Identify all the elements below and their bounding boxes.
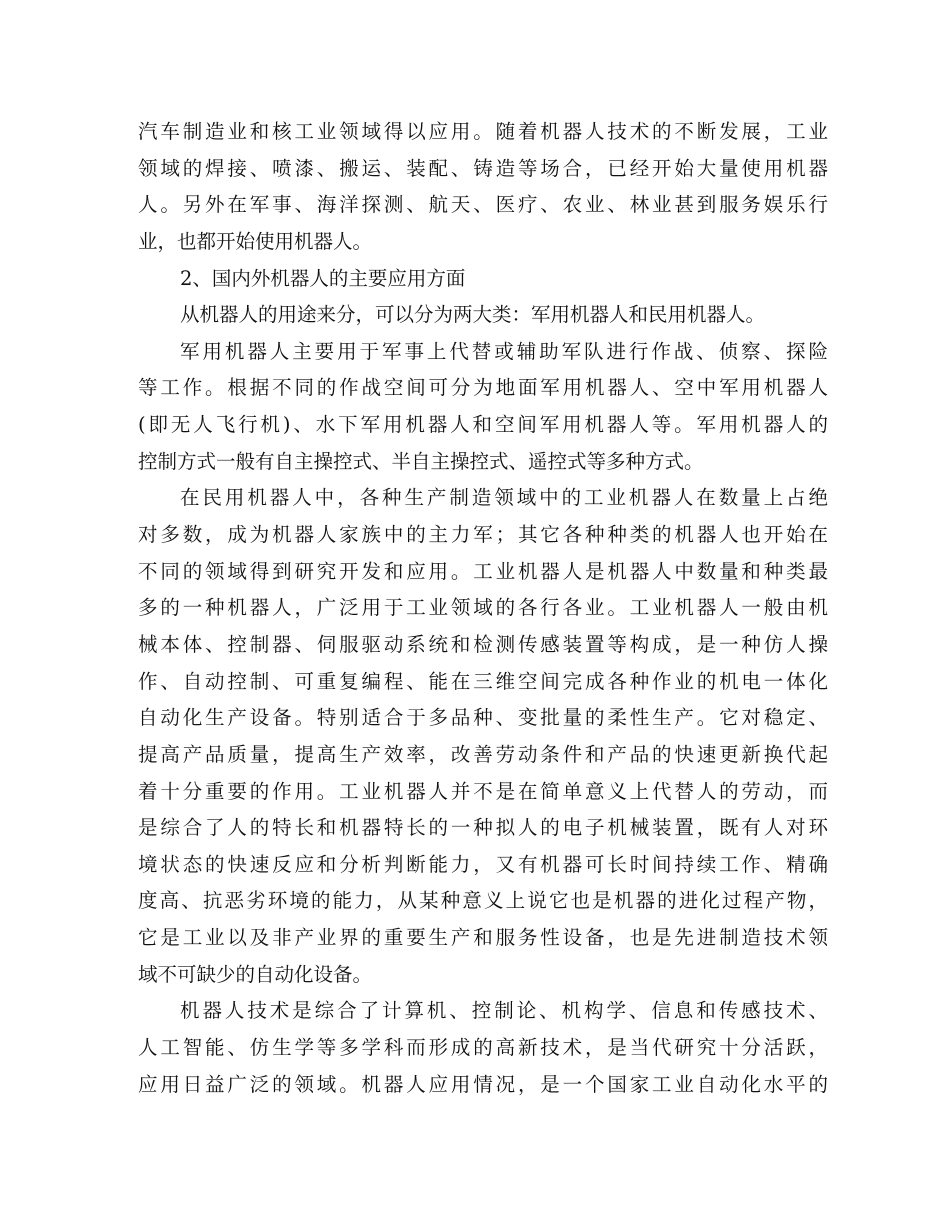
text-line: 着十分重要的作用。工业机器人并不是在简单意义上代替人的劳动，而 xyxy=(138,779,828,803)
text-line: 作、自动控制、可重复编程、能在三维空间完成各种作业的机电一体化 xyxy=(138,669,828,693)
text-line: 从机器人的用途来分，可以分为两大类：军用机器人和民用机器人。 xyxy=(180,303,766,327)
text-line: (即无人飞行机)、水下军用机器人和空间军用机器人等。军用机器人的 xyxy=(138,413,828,437)
text-line: 人工智能、仿生学等多学科而形成的高新技术，是当代研究十分活跃， xyxy=(138,1036,828,1060)
text-line: 它是工业以及非产业界的重要生产和服务性设备，也是先进制造技术领 xyxy=(138,926,828,950)
text-line: 应用日益广泛的领域。机器人应用情况，是一个国家工业自动化水平的 xyxy=(138,1072,828,1096)
text-line: 人。另外在军事、海洋探测、航天、医疗、农业、林业甚到服务娱乐行 xyxy=(138,193,828,217)
text-line: 领域的焊接、喷漆、搬运、装配、铸造等场合，已经开始大量使用机器 xyxy=(138,156,828,180)
body-text xyxy=(138,114,828,1103)
text-line: 对多数，成为机器人家族中的主力军；其它各种种类的机器人也开始在 xyxy=(138,523,828,547)
text-line: 汽车制造业和核工业领域得以应用。随着机器人技术的不断发展，工业 xyxy=(138,120,828,143)
text-line: 度高、抗恶劣环境的能力，从某种意义上说它也是机器的进化过程产物， xyxy=(138,889,828,913)
text-line: 军用机器人主要用于军事上代替或辅助军队进行作战、侦察、探险 xyxy=(180,339,828,363)
text-line: 在民用机器人中，各种生产制造领域中的工业机器人在数量上占绝 xyxy=(180,486,828,510)
text-line: 多的一种机器人，广泛用于工业领域的各行各业。工业机器人一般由机 xyxy=(138,596,828,620)
text-line: 域不可缺少的自动化设备。 xyxy=(138,962,373,986)
text-line: 自动化生产设备。特别适合于多品种、变批量的柔性生产。它对稳定、 xyxy=(138,706,828,730)
text-line: 机器人技术是综合了计算机、控制论、机构学、信息和传感技术、 xyxy=(180,999,828,1023)
text-line: 控制方式一般有自主操控式、半自主操控式、遥控式等多种方式。 xyxy=(138,449,704,473)
text-line: 是综合了人的特长和机器特长的一种拟人的电子机械装置，既有人对环 xyxy=(138,816,828,840)
text-line: 业，也都开始使用机器人。 xyxy=(138,229,373,253)
text-line: 械本体、控制器、伺服驱动系统和检测传感装置等构成，是一种仿人操 xyxy=(138,632,828,656)
text-line: 境状态的快速反应和分析判断能力，又有机器可长时间持续工作、精确 xyxy=(138,852,828,876)
text-line: 等工作。根据不同的作战空间可分为地面军用机器人、空中军用机器人 xyxy=(138,376,828,400)
text-line: 提高产品质量，提高生产效率，改善劳动条件和产品的快速更新换代起 xyxy=(138,742,828,766)
text-line: 不同的领域得到研究开发和应用。工业机器人是机器人中数量和种类最 xyxy=(138,559,828,583)
section-heading: 2、国内外机器人的主要应用方面 xyxy=(180,266,466,290)
